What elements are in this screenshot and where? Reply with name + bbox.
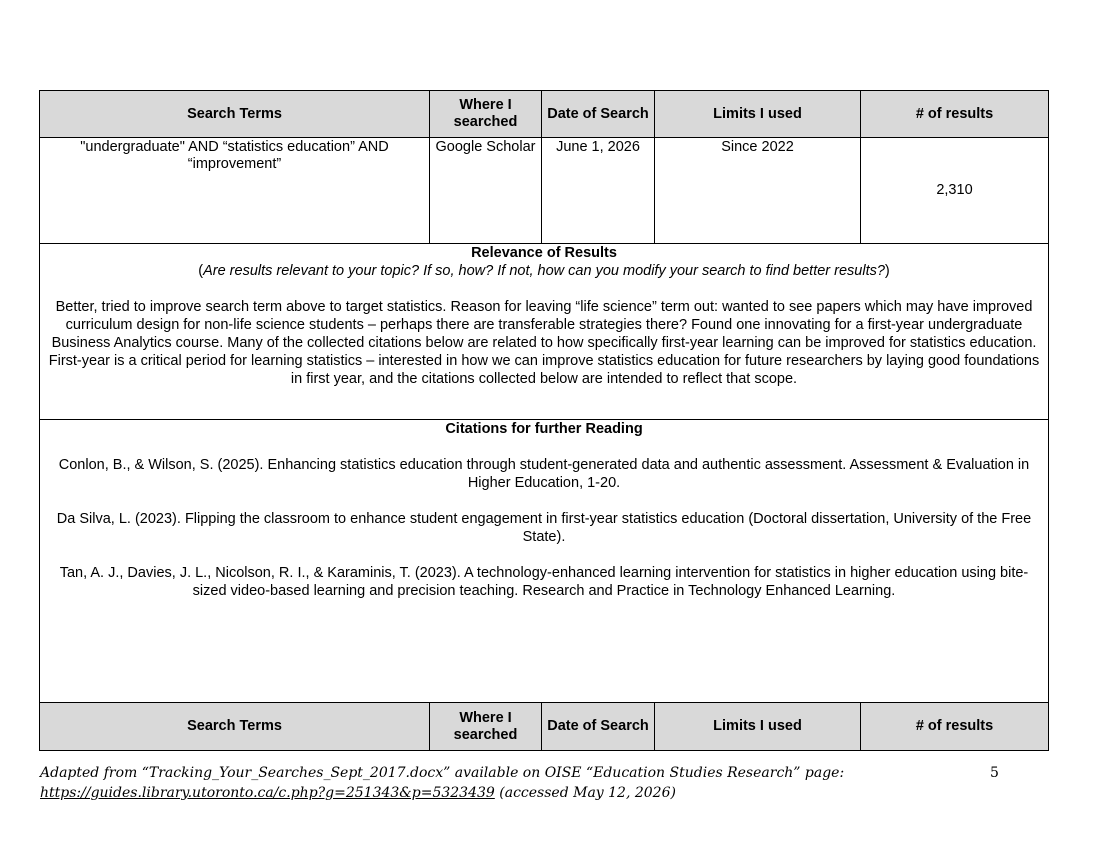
header-limits-used: Limits I used [655,703,861,750]
cell-search-terms: "undergraduate" AND “statistics education” AND “improvement” [40,138,430,243]
header-num-results: # of results [915,105,994,122]
header-row [40,91,1048,138]
table-row [40,138,1048,244]
cell-num-results: 2,310 [936,182,973,198]
footer-link[interactable]: https://guides.library.utoronto.ca/c.php?g=251343&p=5323439 [40,785,495,801]
header-limits-used: Limits I used [655,91,861,137]
header-search-terms: Search Terms [40,703,430,750]
header-where-searched: Where I searched [430,91,542,137]
header-date-of-search: Date of Search [542,703,655,750]
header-date-of-search: Date of Search [542,91,655,137]
relevance-prompt: (Are results relevant to your topic? If so, how? If not, how can you modify your search to find better results?) [198,263,890,279]
header-row-repeat [40,703,1048,750]
page-footer [40,763,1040,803]
citations-section [40,420,1048,703]
search-tracking-table [39,90,1049,751]
citation-item: Da Silva, L. (2023). Flipping the classroom to enhance student engagement in first-year statistics education (Doctoral dissertation, University of the Free State). [56,511,1032,545]
cell-date-of-search: June 1, 2026 [542,138,655,243]
header-search-terms: Search Terms [40,91,430,137]
cell-limits-used: Since 2022 [655,138,861,243]
relevance-section [40,244,1048,420]
cell-where-searched: Google Scholar [430,138,542,243]
citations-title: Citations for further Reading [445,421,643,437]
footer-accessed: (accessed May 12, 2026) [494,785,676,801]
footer-attribution: Adapted from “Tracking_Your_Searches_Sept_2017.docx” available on OISE “Education Studies Research” page: [40,765,845,781]
citation-item: Tan, A. J., Davies, J. L., Nicolson, R. I., & Karaminis, T. (2023). A technology-enhanced learning intervention for statistics in higher education using bite-sized video-based learning and precision teaching. Research and Practice in Technology Enhanced Learning. [59,565,1029,599]
relevance-title: Relevance of Results [471,245,617,261]
citation-item: Conlon, B., & Wilson, S. (2025). Enhancing statistics education through student-generated data and authentic assessment. Assessment & Evaluation in Higher Education, 1-20. [58,457,1030,491]
relevance-body: Better, tried to improve search term above to target statistics. Reason for leaving “life science” term out: wanted to see papers which may have improved curriculum design for non-life science students – perhaps there are transferable strategies there? Found one innovating for a first-year undergraduate Business Analytics course. Many of the collected citations below are related to how specifically first-year learning can be improved for statistics education. First-year is a critical period for learning statistics – interested in how we can improve statistics education for future researchers by laying good foundations in first year, and the citations collected below are intended to reflect that scope. [48,299,1040,387]
header-num-results: # of results [915,718,994,734]
page-number: 5 [990,765,999,781]
header-where-searched: Where I searched [430,703,542,750]
